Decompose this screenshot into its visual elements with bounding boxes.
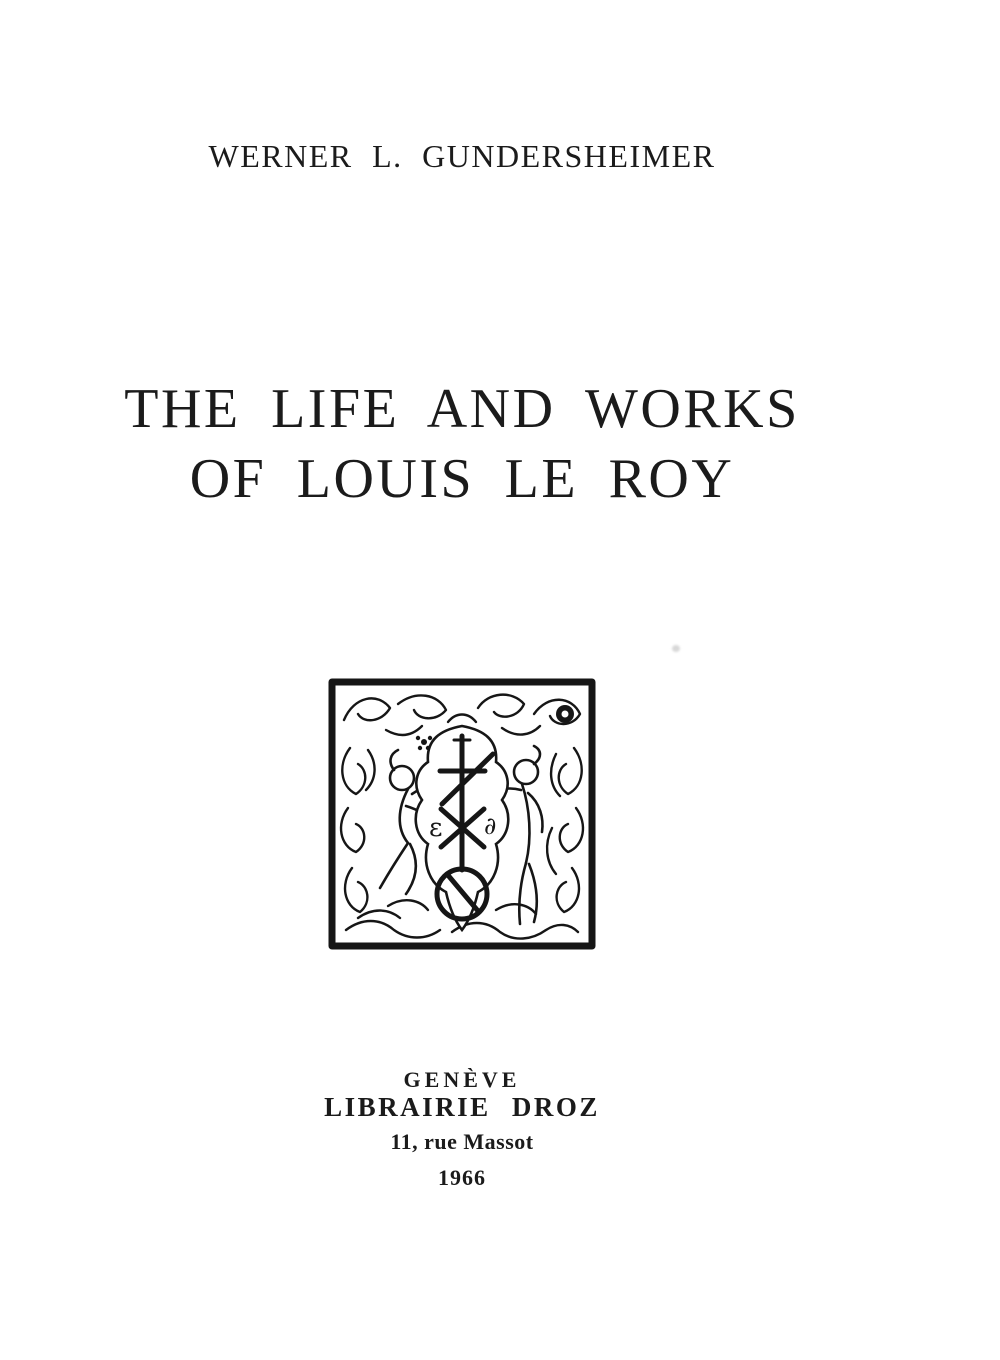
imprint-address: 11, rue Massot [390,1129,534,1154]
imprint-year: 1966 [438,1165,486,1190]
book-title [0,374,924,514]
imprint-city: GENÈVE [403,1067,521,1092]
author-name: WERNER L. GUNDERSHEIMER [208,138,716,174]
book-title-line-2: OF LOUIS LE ROY [189,448,735,510]
printer-device-woodcut-icon [328,678,596,950]
printer-device-emblem [328,678,596,950]
book-title-line-1: THE LIFE AND WORKS [124,378,800,440]
emblem-letter-left: ε [429,813,443,843]
imprint-publisher: LIBRAIRIE DROZ [324,1092,600,1122]
paper-speck [672,645,680,652]
emblem-letter-right: ∂ [484,812,497,840]
